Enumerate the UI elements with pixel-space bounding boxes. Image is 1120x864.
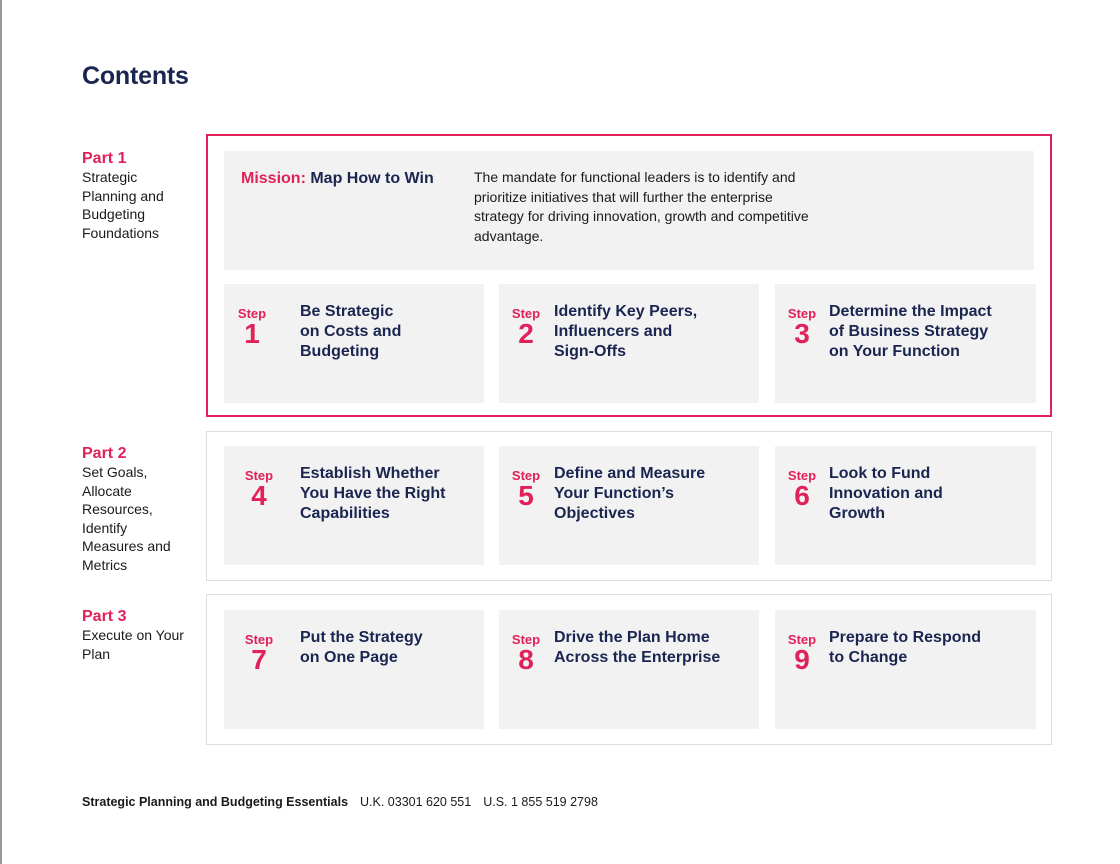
page-edge-rule bbox=[0, 0, 2, 864]
footer-title: Strategic Planning and Budgeting Essentials bbox=[82, 795, 349, 809]
mission-accent: Mission: bbox=[241, 170, 306, 187]
step-card-6[interactable] bbox=[775, 446, 1036, 565]
mission-text: The mandate for functional leaders is to identify and prioritize initiatives that will further the enterprise strategy for driving innovation, growth and competitive advantage. bbox=[474, 169, 809, 244]
step-label: Step bbox=[511, 306, 541, 321]
step-title: Establish Whether You Have the Right Capabilities bbox=[300, 465, 446, 522]
step-title: Prepare to Respond to Change bbox=[829, 629, 982, 666]
footer-phone-us: U.S. 1 855 519 2798 bbox=[483, 795, 598, 809]
footer-phone-uk: U.K. 03301 620 551 bbox=[360, 795, 472, 809]
part-2-label bbox=[82, 444, 192, 574]
part-number: Part 1 bbox=[82, 150, 127, 167]
step-number: 8 bbox=[518, 644, 534, 675]
part-1-label bbox=[82, 149, 192, 242]
part-3-label bbox=[82, 607, 192, 663]
mission-title[interactable] bbox=[241, 170, 434, 188]
part-description: Strategic Planning and Budgeting Foundations bbox=[82, 169, 164, 241]
step-title: Identify Key Peers, Influencers and Sign-Offs bbox=[554, 303, 698, 360]
step-title: Put the Strategy on One Page bbox=[300, 629, 423, 666]
step-label: Step bbox=[237, 306, 267, 321]
step-number: 9 bbox=[794, 644, 810, 675]
mission-box bbox=[224, 151, 1034, 270]
step-number: 2 bbox=[518, 318, 534, 349]
step-card-3[interactable] bbox=[775, 284, 1036, 403]
step-label: Step bbox=[511, 468, 541, 483]
step-title: Determine the Impact of Business Strategy on Your Function bbox=[829, 303, 992, 360]
step-card-1[interactable] bbox=[224, 284, 484, 403]
page-title: Contents bbox=[82, 62, 189, 90]
step-number: 3 bbox=[794, 318, 810, 349]
mission-heading: Map How to Win bbox=[310, 170, 434, 187]
step-number: 6 bbox=[794, 480, 810, 511]
step-title: Drive the Plan Home Across the Enterprise bbox=[554, 629, 721, 666]
step-title: Look to Fund Innovation and Growth bbox=[829, 465, 943, 522]
footer bbox=[82, 795, 598, 809]
step-label: Step bbox=[787, 632, 817, 647]
step-label: Step bbox=[244, 468, 274, 483]
part-number: Part 2 bbox=[82, 445, 127, 462]
part-description: Execute on Your Plan bbox=[82, 627, 184, 662]
step-title: Be Strategic on Costs and Budgeting bbox=[300, 303, 402, 360]
part-description: Set Goals, Allocate Resources, Identify Measures and Metrics bbox=[82, 464, 171, 573]
step-label: Step bbox=[511, 632, 541, 647]
step-card-2[interactable] bbox=[499, 284, 759, 403]
step-title: Define and Measure Your Function’s Objectives bbox=[554, 465, 706, 522]
step-card-5[interactable] bbox=[499, 446, 759, 565]
step-card-9[interactable] bbox=[775, 610, 1036, 729]
step-number: 5 bbox=[518, 480, 534, 511]
step-label: Step bbox=[787, 468, 817, 483]
part-number: Part 3 bbox=[82, 608, 127, 625]
step-number: 4 bbox=[251, 480, 267, 511]
step-label: Step bbox=[787, 306, 817, 321]
step-label: Step bbox=[244, 632, 274, 647]
step-card-4[interactable] bbox=[224, 446, 484, 565]
step-number: 7 bbox=[251, 644, 267, 675]
step-card-8[interactable] bbox=[499, 610, 759, 729]
step-number: 1 bbox=[244, 318, 260, 349]
step-card-7[interactable] bbox=[224, 610, 484, 729]
